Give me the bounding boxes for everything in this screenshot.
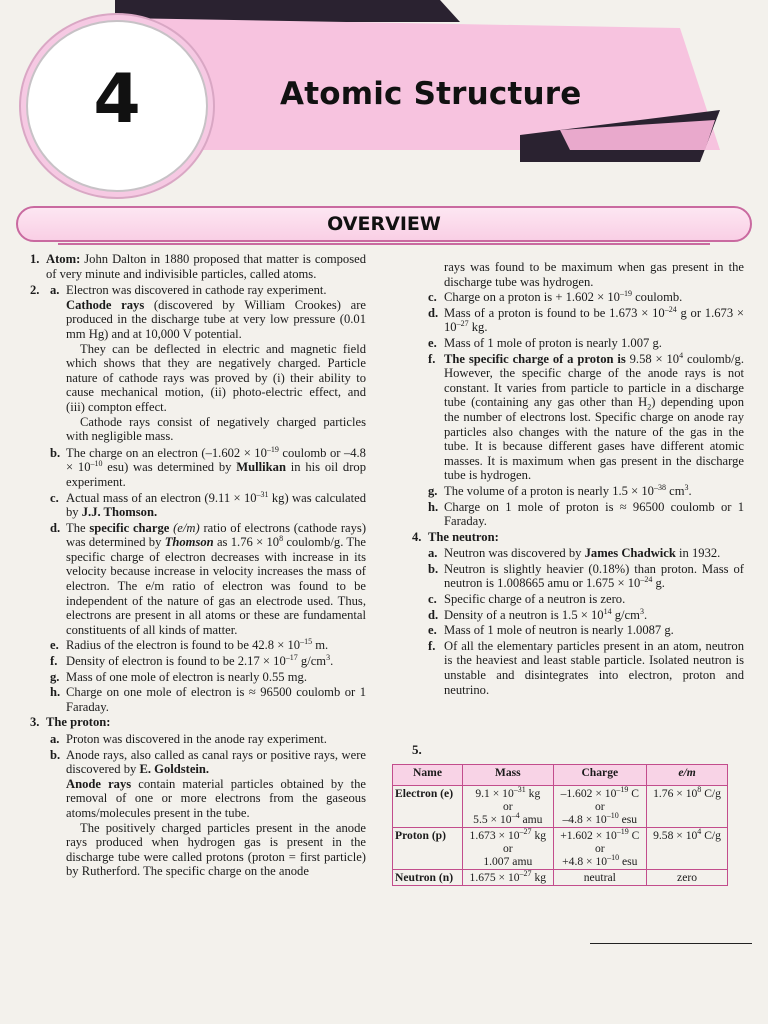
neutron-point-d [408, 608, 744, 623]
text: Mass of a proton is found to be 1.673 × 10 [444, 305, 665, 320]
text: rays was found to be maximum when gas present in the discharge tube was hydrogen. [444, 260, 744, 289]
text: Proton was discovered in the anode ray experiment. [66, 732, 327, 746]
text: Mass of 1 mole of neutron is nearly 1.0087 g. [444, 623, 674, 638]
text: 1.675 × 10 [469, 871, 520, 884]
text: ratio of electrons (cathode rays) was determined by [66, 520, 367, 550]
text: kg [525, 787, 541, 800]
point-label: c. [50, 490, 59, 505]
exponent: –19 [619, 289, 632, 298]
particle-comparison-table [392, 764, 728, 886]
text: Actual mass of an electron (9.11 × 10 [66, 490, 257, 505]
particle-name: Proton (p) [393, 828, 463, 870]
charge-cell: neutral [553, 870, 647, 886]
scientist-name: J.J. Thomson. [81, 505, 158, 520]
text: coulomb/g. However, the specific charge of the anode rays is not constant. It varies from particle to particle in a discharge tube (containing any gas other than H [444, 351, 744, 410]
text: Density of a neutron is 1.5 × 10 [444, 607, 604, 622]
text: as 1.76 × 10 [213, 535, 280, 550]
scientist-name: E. Goldstein. [139, 762, 210, 777]
point-label: h. [50, 685, 61, 700]
text: The charge on an electron (–1.602 × 10 [66, 445, 267, 460]
text: C [628, 829, 640, 842]
text: Of all the elementary particles present in an atom, neutron is the heaviest and least stable particle. Isolated neutron is unstable and disintegrates into electron, proton and neutrino. [444, 638, 744, 697]
text: or [594, 800, 605, 813]
exponent: –31 [256, 489, 269, 499]
text: C/g [701, 787, 721, 800]
proton-naming: The positively charged particles present in the anode rays produced when hydrogen gas is present in the discharge tube were called protons (proton = first particle) by Rutherford. The specific charge on the anode [66, 820, 366, 879]
point-label: c. [428, 592, 437, 607]
chapter-title: Atomic Structure [280, 76, 582, 112]
text: . [643, 607, 648, 622]
exponent: –19 [616, 827, 629, 837]
text: C [628, 787, 640, 800]
section-number: 1. [30, 252, 40, 266]
scientist-name: James Chadwick [584, 546, 676, 561]
point-label: a. [50, 283, 60, 298]
section-neutron [412, 530, 744, 545]
point-label: d. [428, 607, 439, 622]
text: amu [519, 813, 543, 826]
section-heading: The proton: [46, 715, 111, 730]
text: or [594, 842, 605, 855]
section-proton [30, 715, 366, 730]
text: g/cm [297, 654, 327, 669]
text: coulomb or –4.8 × 10 [66, 445, 366, 475]
text: kg [531, 829, 547, 842]
section-electron [30, 283, 366, 444]
text: Mass of one mole of electron is nearly 0.55 mg. [66, 669, 307, 684]
text: Mass of 1 mole of proton is nearly 1.007 g. [444, 335, 662, 350]
exponent: –19 [266, 444, 279, 454]
text: g/cm [611, 607, 640, 622]
text: +1.602 × 10 [560, 829, 617, 842]
point-label: c. [428, 290, 437, 305]
charge-cell [553, 828, 647, 870]
text: Charge on a proton is + 1.602 × 10 [444, 290, 620, 305]
column-header: e/m [647, 765, 728, 786]
point-label: h. [428, 499, 439, 514]
electron-point-e [30, 638, 366, 653]
electron-point-c [30, 491, 366, 520]
table-row-proton [393, 828, 728, 870]
exponent: –10 [90, 459, 103, 469]
particle-name: Electron (e) [393, 786, 463, 828]
em-cell: zero [647, 870, 728, 886]
exponent: –4 [511, 811, 520, 821]
subscript: 2 [647, 402, 652, 412]
point-label: b. [50, 747, 61, 762]
exponent: –27 [519, 869, 532, 879]
proton-point-d [408, 306, 744, 335]
exponent: –10 [606, 811, 619, 821]
exponent: –10 [607, 853, 620, 863]
cathode-rays-deflection: They can be deflected in electric and magnetic field which shows that they are negatively charged. Particle nature of cathode rays was proved by (i) their ability to cause mechanical motion, (ii) photo-electric effect, and (iii) compton effect. [66, 341, 366, 414]
left-column [30, 252, 366, 880]
text: or [502, 800, 513, 813]
section-number: 5. [412, 742, 422, 757]
text: Neutron is slightly heavier (0.18%) than proton. Mass of neutron is 1.008665 amu or 1.675 × 10 [444, 561, 744, 591]
text: 1.76 × 10 [653, 787, 698, 800]
neutron-point-e [408, 623, 744, 638]
text: cm [665, 483, 685, 498]
text: 1.007 amu [483, 855, 533, 868]
point-label: f. [50, 654, 58, 669]
text: g or 1.673 × 10 [444, 305, 744, 335]
exponent: 4 [697, 827, 702, 837]
exponent: –19 [616, 785, 629, 795]
text: –1.602 × 10 [560, 787, 617, 800]
column-header: Charge [553, 765, 647, 786]
electron-point-f [30, 654, 366, 669]
table-row-electron [393, 786, 728, 828]
text: –4.8 × 10 [562, 813, 607, 826]
text: Neutron was discovered by [444, 546, 585, 561]
section-number: 2. [30, 283, 40, 298]
exponent: 8 [279, 534, 284, 544]
exponent: –17 [285, 652, 298, 662]
exponent: –24 [664, 304, 677, 314]
chapter-number: 4 [93, 60, 141, 139]
section-number: 4. [412, 529, 422, 544]
point-label: b. [428, 561, 439, 576]
text: or [502, 842, 513, 855]
electron-point-h [30, 685, 366, 714]
em-ratio: (e/m) [173, 520, 200, 535]
section-number: 3. [30, 715, 40, 730]
column-header: Mass [463, 765, 554, 786]
exponent: –31 [513, 785, 526, 795]
scientist-name: Mullikan [236, 460, 286, 475]
point-label: g. [50, 669, 60, 684]
particle-name: Neutron (n) [393, 870, 463, 886]
point-label: d. [428, 305, 439, 320]
text: 9.58 × 10 [653, 829, 698, 842]
text: 5.5 × 10 [473, 813, 512, 826]
point-label: a. [50, 732, 60, 746]
mass-cell [463, 786, 554, 828]
cathode-rays-text: (discovered by William Crookes) are produced in the discharge tube at very low pressure (0.01 mm Hg) and at 10,000 V potential. [66, 297, 366, 341]
electron-point-d [30, 521, 366, 638]
electron-point-a [46, 283, 366, 444]
electron-discovery: Electron was discovered in cathode ray experiment. [66, 283, 327, 298]
text: Charge on one mole of electron is ≈ 96500 coulomb or 1 Faraday. [66, 685, 366, 714]
atom-definition: John Dalton in 1880 proposed that matter is composed of very minute and indivisible particles, called atoms. [46, 252, 366, 281]
neutron-point-b [408, 562, 744, 591]
neutron-point-a [408, 546, 744, 561]
point-label: e. [428, 335, 437, 350]
proton-point-b [30, 748, 366, 879]
section-heading: The neutron: [428, 529, 499, 544]
right-column [408, 260, 744, 698]
text: C/g [701, 829, 721, 842]
text: 1.673 × 10 [469, 829, 520, 842]
exponent: –38 [653, 482, 666, 492]
text: in his oil drop experiment. [66, 460, 366, 489]
term-atom: Atom: [46, 252, 81, 266]
term-specific-charge: specific charge [89, 520, 170, 535]
text: esu [618, 813, 638, 826]
text: Charge on 1 mole of proton is ≈ 96500 coulomb or 1 Faraday. [444, 499, 744, 529]
mass-cell [463, 828, 554, 870]
exponent: –27 [456, 319, 469, 329]
text: . [688, 483, 692, 498]
text: esu) was determined by [102, 460, 237, 475]
em-cell [647, 828, 728, 870]
proton-point-b-continued [408, 260, 744, 289]
text: The volume of a proton is nearly 1.5 × 10 [444, 483, 654, 498]
proton-point-g [408, 484, 744, 499]
point-label: e. [428, 623, 437, 638]
text: Specific charge of a neutron is zero. [444, 592, 626, 607]
text: The [66, 520, 90, 535]
point-label: b. [50, 445, 61, 460]
point-label: f. [428, 638, 436, 653]
text: g. [652, 576, 665, 591]
text: m. [312, 638, 329, 653]
proton-point-e [408, 336, 744, 351]
section-atom [30, 252, 366, 281]
exponent: –15 [300, 637, 313, 647]
electron-point-b [30, 446, 366, 490]
page-footer-rule [590, 943, 752, 944]
exponent: –24 [640, 575, 653, 585]
text: Radius of the electron is found to be 42.8 × 10 [66, 638, 301, 653]
neutron-point-c [408, 592, 744, 607]
term-specific-charge-proton: The specific charge of a proton is [444, 351, 626, 366]
point-label: f. [428, 351, 436, 366]
exponent: 3 [326, 652, 331, 662]
column-header: Name [393, 765, 463, 786]
text: . [330, 654, 334, 669]
exponent: 14 [603, 606, 612, 616]
proton-point-c [408, 290, 744, 305]
proton-point-f [408, 352, 744, 483]
text: esu [619, 855, 638, 868]
table-row-neutron [393, 870, 728, 886]
text: +4.8 × 10 [562, 855, 608, 868]
text: ) depending upon the number of electrons lost. Specific charge on anode ray particles also changes with the nature of the gas in the tube. It is because different gases have different atomic masses. It is maximum when gas present in the discharge tube is hydrogen. [444, 395, 744, 483]
text: kg. [468, 320, 488, 335]
text: kg) was calculated by [66, 490, 366, 520]
cathode-rays-composition: Cathode rays consist of negatively charged particles with negligible mass. [66, 414, 366, 444]
text: Anode rays, also called as canal rays or positive rays, were discovered by [66, 747, 366, 777]
exponent: 3 [639, 606, 644, 616]
charge-cell [553, 786, 647, 828]
term-anode-rays: Anode rays [66, 776, 132, 791]
text: 9.58 × 10 [625, 351, 680, 366]
proton-point-a [30, 732, 366, 747]
exponent: 4 [679, 350, 684, 360]
text: in 1932. [675, 546, 721, 561]
point-label: a. [428, 546, 438, 561]
em-cell [647, 786, 728, 828]
term-cathode-rays: Cathode rays [66, 297, 145, 312]
proton-point-h [408, 500, 744, 529]
exponent: –27 [519, 827, 532, 837]
point-label: e. [50, 638, 59, 653]
text: coulomb. [631, 290, 683, 305]
scientist-name: Thomson [164, 535, 214, 550]
text: kg [531, 871, 547, 884]
chapter-number-badge [26, 20, 208, 192]
text: 9.1 × 10 [475, 787, 514, 800]
mass-cell [463, 870, 554, 886]
text: contain material particles obtained by the removal of one or more electrons from the gaseous atoms/molecules present in the tube. [66, 776, 366, 820]
text: coulomb/g. The specific charge of electron decreases with increase in its velocity because increase in velocity increases the mass of electron. The e/m ratio of electron was found to be independent of the nature of gas an electrode used. Thus, electrons are present in all atoms or these are fundamental constituents of all kinds of matter. [66, 535, 366, 637]
electron-point-g [30, 670, 366, 685]
overview-title: OVERVIEW [327, 213, 441, 235]
overview-banner [16, 206, 752, 242]
exponent: 3 [684, 482, 689, 492]
point-label: d. [50, 520, 61, 535]
text: Density of electron is found to be 2.17 × 10 [66, 654, 286, 669]
point-label: g. [428, 483, 438, 498]
exponent: 8 [697, 785, 702, 795]
table-header-row [393, 765, 728, 786]
neutron-point-f [408, 639, 744, 697]
